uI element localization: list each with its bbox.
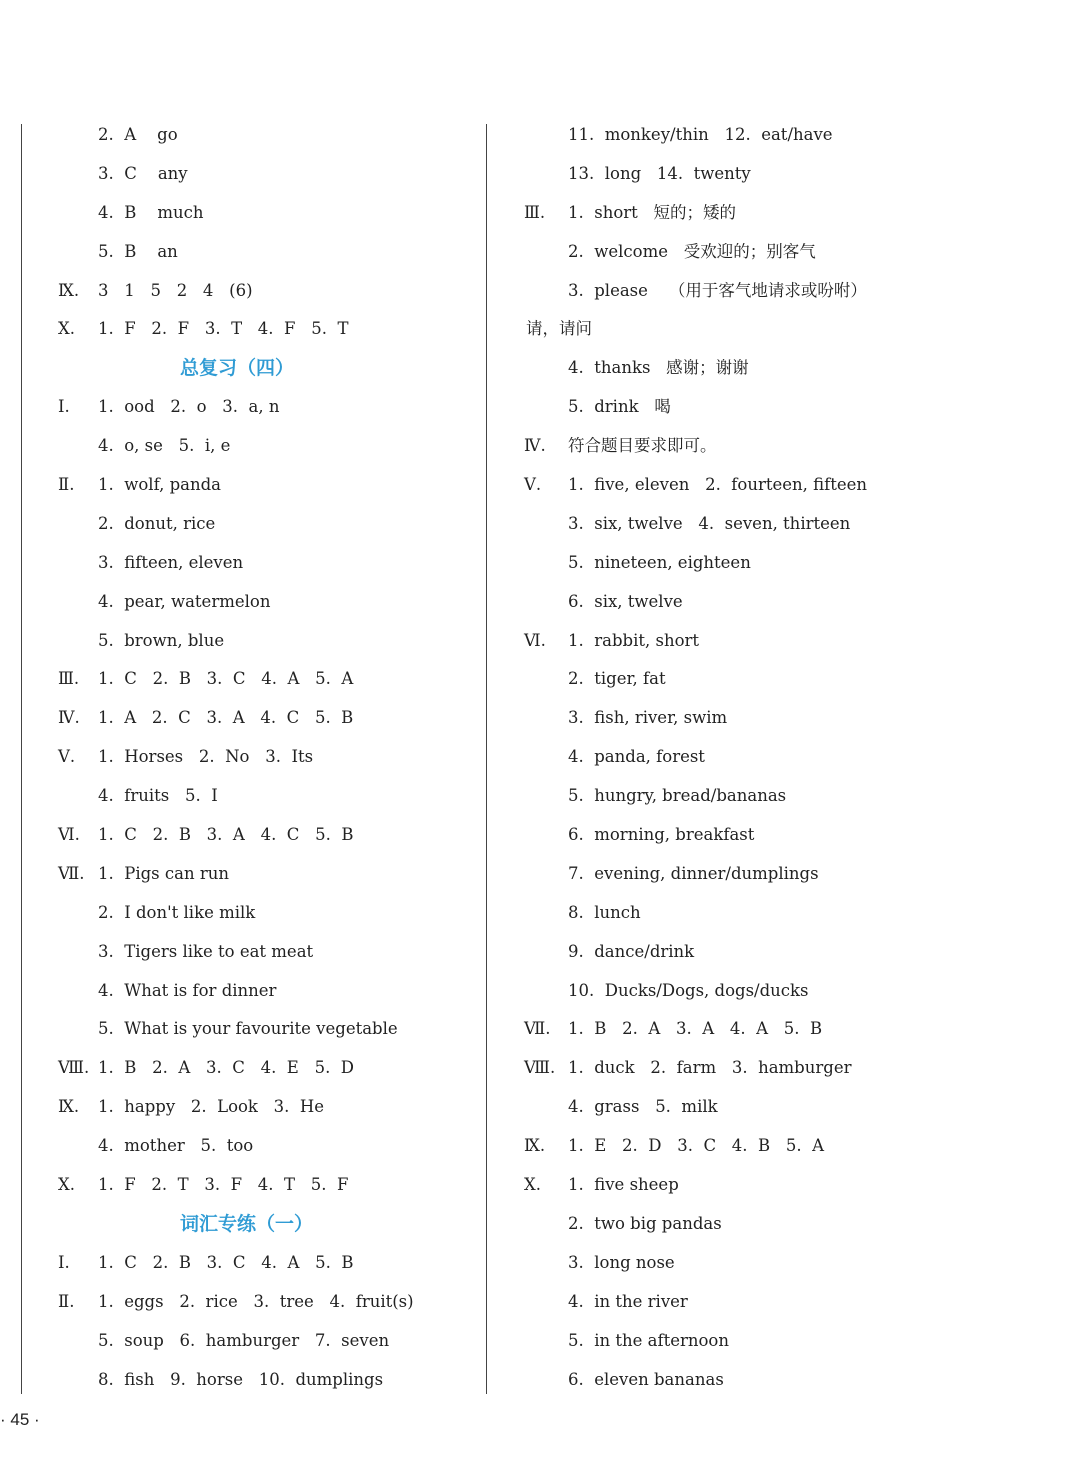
answer-text: 5. brown, blue — [98, 630, 225, 650]
section-numeral: Ⅶ. — [524, 1019, 551, 1039]
left-margin-rule — [21, 124, 22, 1394]
answer-text: 1. eggs 2. rice 3. tree 4. fruit(s) — [98, 1291, 414, 1311]
answer-line — [52, 1127, 472, 1166]
answer-line — [518, 1205, 1058, 1244]
section-numeral: Ⅲ. — [58, 669, 80, 689]
answer-line — [518, 699, 1058, 738]
answer-text: 3. fifteen, eleven — [98, 552, 244, 572]
answer-line — [518, 233, 1058, 272]
answer-text: 1. wolf, panda — [98, 475, 222, 495]
answer-text: 13. long 14. twenty — [568, 163, 751, 183]
answer-text: 5. B an — [98, 241, 178, 261]
answer-line — [518, 816, 1058, 855]
answer-line — [518, 622, 1058, 661]
answer-line — [518, 933, 1058, 972]
answer-line — [52, 1049, 472, 1088]
answer-line — [52, 466, 472, 505]
answer-line — [518, 1166, 1058, 1205]
answer-line — [518, 738, 1058, 777]
answer-line — [52, 699, 472, 738]
section-numeral: Ⅹ. — [524, 1175, 541, 1195]
answer-line — [52, 933, 472, 972]
answer-text: 4. grass 5. milk — [568, 1097, 718, 1117]
section-heading: 词汇专练（一） — [180, 1212, 314, 1235]
answer-text: 1. happy 2. Look 3. He — [98, 1097, 325, 1117]
answer-text: 3. long nose — [568, 1252, 675, 1272]
answer-text: 1. Horses 2. No 3. Its — [98, 747, 314, 767]
answer-text: 1. B 2. A 3. A 4. A 5. B — [568, 1019, 823, 1039]
left-answer-column — [52, 116, 472, 1399]
answer-text: 4. mother 5. too — [98, 1136, 254, 1156]
answer-line — [518, 349, 1058, 388]
answer-line — [52, 1244, 472, 1283]
answer-text: 5. soup 6. hamburger 7. seven — [98, 1330, 390, 1350]
section-heading: 总复习（四） — [180, 357, 295, 380]
section-numeral: Ⅱ. — [58, 475, 75, 495]
answer-line — [518, 1049, 1058, 1088]
answer-line — [518, 583, 1058, 622]
answer-text: 1. five sheep — [568, 1175, 679, 1195]
section-numeral: Ⅶ. — [58, 863, 85, 883]
answer-line — [518, 466, 1058, 505]
answer-text: 5. What is your favourite vegetable — [98, 1019, 398, 1039]
answer-text: 3. Tigers like to eat meat — [98, 941, 314, 961]
answer-line — [52, 972, 472, 1011]
answer-text: 2. welcome 受欢迎的；别客气 — [568, 241, 816, 261]
answer-line — [52, 1283, 472, 1322]
answer-text: 1. B 2. A 3. C 4. E 5. D — [98, 1058, 355, 1078]
answer-line — [518, 1088, 1058, 1127]
answer-text: 2. two big pandas — [568, 1213, 722, 1233]
answer-text: 3 1 5 2 4 (6) — [98, 280, 253, 300]
section-numeral: Ⅳ. — [524, 436, 546, 456]
answer-line — [52, 194, 472, 233]
section-numeral: Ⅸ. — [58, 1097, 80, 1117]
section-numeral: Ⅵ. — [524, 630, 546, 650]
answer-line — [52, 233, 472, 272]
section-numeral: Ⅴ. — [524, 475, 542, 495]
answer-text: 1. short 短的；矮的 — [568, 202, 737, 222]
answer-line — [518, 427, 1058, 466]
section-numeral: Ⅹ. — [58, 319, 75, 339]
answer-text: 符合题目要求即可。 — [568, 436, 717, 456]
answer-text: 1. E 2. D 3. C 4. B 5. A — [568, 1136, 825, 1156]
answer-line — [52, 816, 472, 855]
section-numeral: Ⅵ. — [58, 825, 80, 845]
answer-line — [52, 738, 472, 777]
section-numeral: Ⅸ. — [58, 280, 80, 300]
answer-line — [518, 116, 1058, 155]
answer-text: 2. donut, rice — [98, 513, 216, 533]
answer-line — [518, 1244, 1058, 1283]
answer-text: 9. dance/drink — [568, 941, 695, 961]
answer-line — [518, 777, 1058, 816]
section-numeral: Ⅸ. — [524, 1136, 546, 1156]
answer-line — [52, 155, 472, 194]
answer-line — [518, 660, 1058, 699]
answer-text: 5. in the afternoon — [568, 1330, 729, 1350]
answer-line — [518, 1322, 1058, 1361]
answer-text: 11. monkey/thin 12. eat/have — [568, 125, 833, 144]
section-numeral: Ⅳ. — [58, 708, 80, 728]
answer-line — [52, 505, 472, 544]
answer-line — [52, 388, 472, 427]
answer-text: 1. rabbit, short — [568, 630, 700, 650]
answer-line — [52, 1088, 472, 1127]
section-numeral: Ⅲ. — [524, 202, 546, 222]
answer-text: 4. o, se 5. i, e — [98, 436, 231, 456]
answer-text: 1. F 2. F 3. T 4. F 5. T — [98, 319, 349, 339]
answer-text: 3. six, twelve 4. seven, thirteen — [568, 513, 851, 533]
answer-text: 1. C 2. B 3. C 4. A 5. A — [98, 669, 354, 689]
answer-text: 4. What is for dinner — [98, 980, 277, 1000]
answer-text: 2. A go — [98, 125, 178, 144]
answer-line — [52, 1322, 472, 1361]
answer-line — [52, 583, 472, 622]
answer-line — [518, 1361, 1058, 1400]
section-numeral: Ⅱ. — [58, 1291, 75, 1311]
answer-line — [518, 894, 1058, 933]
answer-line — [52, 544, 472, 583]
answer-text: 4. pear, watermelon — [98, 591, 271, 611]
answer-text: 6. morning, breakfast — [568, 825, 755, 845]
section-numeral: Ⅹ. — [58, 1175, 75, 1195]
section-numeral: Ⅰ. — [58, 1252, 70, 1272]
answer-text: 1. A 2. C 3. A 4. C 5. B — [98, 708, 354, 728]
answer-text: 4. B much — [98, 202, 204, 222]
answer-text: 5. hungry, bread/bananas — [568, 786, 787, 806]
answer-text: 2. tiger, fat — [568, 669, 666, 689]
answer-line — [52, 427, 472, 466]
answer-text: 5. drink 喝 — [568, 397, 671, 417]
answer-line — [518, 855, 1058, 894]
answer-text: 1. C 2. B 3. C 4. A 5. B — [98, 1252, 354, 1272]
answer-text: 5. nineteen, eighteen — [568, 552, 751, 572]
answer-line — [52, 1010, 472, 1049]
answer-line-continuation — [518, 310, 1058, 349]
answer-text: 1. duck 2. farm 3. hamburger — [568, 1058, 852, 1078]
answer-line — [52, 272, 472, 311]
answer-text: 2. I don't like milk — [98, 902, 256, 922]
answer-text: 10. Ducks/Dogs, dogs/ducks — [568, 980, 809, 1000]
section-numeral: Ⅷ. — [524, 1058, 556, 1078]
answer-text: 1. Pigs can run — [98, 863, 229, 883]
answer-line — [518, 388, 1058, 427]
section-numeral: Ⅷ. — [58, 1058, 90, 1078]
answer-text: 1. C 2. B 3. A 4. C 5. B — [98, 825, 354, 845]
answer-line — [518, 505, 1058, 544]
answer-text: 1. ood 2. o 3. a, n — [98, 397, 280, 417]
answer-text: 3. fish, river, swim — [568, 708, 728, 728]
answer-line — [518, 272, 1058, 311]
answer-line — [52, 1166, 472, 1205]
right-answer-column — [518, 116, 1058, 1399]
answer-line — [52, 622, 472, 661]
page-number: · 45 · — [0, 1410, 40, 1429]
center-divider-rule — [486, 124, 487, 1394]
answer-line — [52, 894, 472, 933]
answer-text: 4. thanks 感谢；谢谢 — [568, 358, 749, 378]
answer-line — [518, 1127, 1058, 1166]
answer-line — [52, 855, 472, 894]
answer-line — [52, 1361, 472, 1400]
answer-text: 8. lunch — [568, 902, 641, 922]
section-numeral: Ⅴ. — [58, 747, 76, 767]
answer-text: 1. five, eleven 2. fourteen, fifteen — [568, 475, 868, 495]
answer-text: 1. F 2. T 3. F 4. T 5. F — [98, 1175, 349, 1195]
answer-line — [518, 544, 1058, 583]
answer-line — [518, 972, 1058, 1011]
answer-text: 6. six, twelve — [568, 591, 683, 611]
answer-text: 3. C any — [98, 163, 188, 183]
answer-line — [52, 310, 472, 349]
answer-text: 8. fish 9. horse 10. dumplings — [98, 1369, 384, 1389]
answer-line — [52, 660, 472, 699]
answer-line — [52, 777, 472, 816]
answer-text: 7. evening, dinner/dumplings — [568, 863, 819, 883]
answer-text: 请，请问 — [526, 319, 592, 339]
answer-line — [518, 155, 1058, 194]
answer-line — [518, 1283, 1058, 1322]
answer-line — [52, 116, 472, 155]
answer-text: 4. panda, forest — [568, 747, 705, 767]
answer-text: 4. fruits 5. I — [98, 786, 218, 806]
answer-line — [518, 194, 1058, 233]
section-numeral: Ⅰ. — [58, 397, 70, 417]
answer-text: 4. in the river — [568, 1291, 688, 1311]
answer-text: 6. eleven bananas — [568, 1369, 724, 1389]
answer-line — [518, 1010, 1058, 1049]
answer-text: 3. please （用于客气地请求或吩咐） — [568, 280, 867, 300]
